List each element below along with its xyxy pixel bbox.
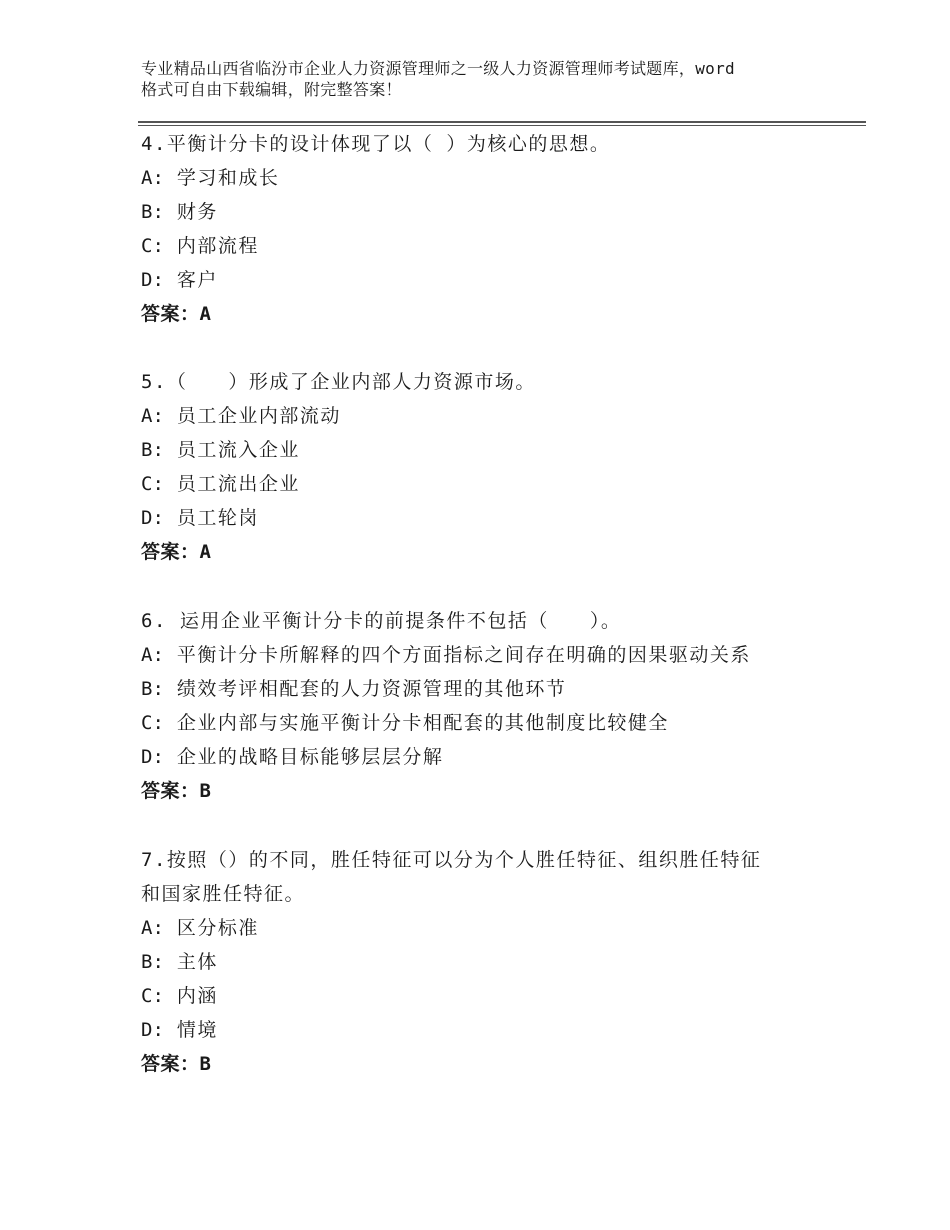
header-divider-thin <box>138 125 866 126</box>
option-d: D: 客户 <box>141 269 218 291</box>
option-d: D: 情境 <box>141 1019 218 1041</box>
option-b: B: 主体 <box>141 951 218 973</box>
header-line-2: 格式可自由下载编辑，附完整答案！ <box>141 80 402 99</box>
question-4 <box>141 127 861 331</box>
option-b: B: 财务 <box>141 201 218 223</box>
option-d: D: 员工轮岗 <box>141 507 259 529</box>
document-header <box>141 58 841 100</box>
option-c: C: 内涵 <box>141 985 218 1007</box>
option-a: A: 区分标准 <box>141 917 259 939</box>
question-stem-line-2: 和国家胜任特征。 <box>141 883 306 905</box>
header-divider-thick <box>138 121 866 123</box>
option-b: B: 员工流入企业 <box>141 439 300 461</box>
question-6 <box>141 604 861 808</box>
question-stem-line-1: 7.按照（）的不同，胜任特征可以分为个人胜任特征、组织胜任特征 <box>141 849 762 871</box>
question-7 <box>141 843 861 1081</box>
answer: 答案：B <box>141 1053 212 1075</box>
answer: 答案：A <box>141 541 212 563</box>
option-c: C: 企业内部与实施平衡计分卡相配套的其他制度比较健全 <box>141 712 669 734</box>
answer: 答案：B <box>141 780 212 802</box>
question-stem: 5.（ ）形成了企业内部人力资源市场。 <box>141 371 536 393</box>
option-b: B: 绩效考评相配套的人力资源管理的其他环节 <box>141 678 567 700</box>
option-a: A: 学习和成长 <box>141 167 280 189</box>
answer: 答案：A <box>141 303 212 325</box>
option-c: C: 员工流出企业 <box>141 473 300 495</box>
option-a: A: 平衡计分卡所解释的四个方面指标之间存在明确的因果驱动关系 <box>141 644 751 666</box>
option-d: D: 企业的战略目标能够层层分解 <box>141 746 444 768</box>
option-a: A: 员工企业内部流动 <box>141 405 341 427</box>
question-stem: 6. 运用企业平衡计分卡的前提条件不包括（ ）。 <box>141 610 622 632</box>
question-stem: 4.平衡计分卡的设计体现了以（ ）为核心的思想。 <box>141 133 611 155</box>
option-c: C: 内部流程 <box>141 235 259 257</box>
question-5 <box>141 365 861 569</box>
header-line-1: 专业精品山西省临汾市企业人力资源管理师之一级人力资源管理师考试题库，word <box>141 59 735 78</box>
